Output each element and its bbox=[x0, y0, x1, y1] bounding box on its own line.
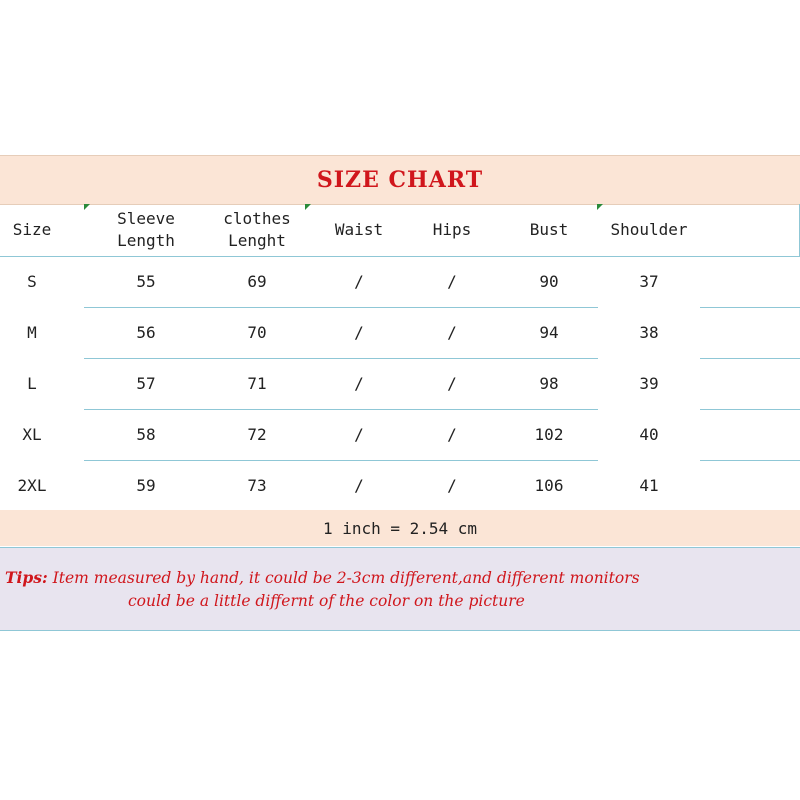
tips-line-2 bbox=[128, 592, 525, 610]
table-cell: 72 bbox=[247, 425, 267, 444]
column-header-line: clothes bbox=[223, 209, 291, 228]
table-cell: 59 bbox=[136, 476, 156, 495]
table-cell: 90 bbox=[539, 272, 559, 291]
table-row bbox=[0, 460, 800, 511]
table-cell: / bbox=[354, 323, 364, 342]
table-cell: / bbox=[354, 425, 364, 444]
conversion-note-band bbox=[0, 510, 800, 546]
table-row bbox=[0, 256, 800, 307]
column-header bbox=[13, 219, 52, 241]
conversion-note: 1 inch = 2.54 cm bbox=[322, 518, 478, 538]
column-header-line: Lenght bbox=[228, 231, 286, 250]
tips-band bbox=[0, 547, 800, 631]
tips-label: Tips: bbox=[5, 568, 48, 587]
column-header-line: Shoulder bbox=[610, 220, 688, 239]
table-cell: L bbox=[27, 374, 37, 393]
column-header-line: Hips bbox=[432, 220, 472, 239]
table-cell: / bbox=[354, 272, 364, 291]
table-cell: XL bbox=[22, 425, 42, 444]
table-cell: 57 bbox=[136, 374, 156, 393]
table-cell: 55 bbox=[136, 272, 156, 291]
column-header-line: Sleeve bbox=[117, 209, 175, 228]
column-header bbox=[335, 219, 383, 241]
table-cell: / bbox=[354, 374, 364, 393]
column-header bbox=[530, 219, 569, 241]
cell-corner-mark bbox=[84, 204, 90, 210]
tips-text-2: could be a little differnt of the color on the picture bbox=[128, 592, 525, 610]
table-cell: 2XL bbox=[17, 476, 47, 495]
tips-text-1: Item measured by hand, it could be 2-3cm different,and different monitors bbox=[52, 569, 640, 587]
column-header bbox=[610, 219, 687, 241]
table-row bbox=[0, 358, 800, 409]
table-cell: 73 bbox=[247, 476, 267, 495]
table-cell: 94 bbox=[539, 323, 559, 342]
table-cell: 38 bbox=[639, 323, 659, 342]
table-cell: / bbox=[447, 425, 457, 444]
table-header-row bbox=[0, 204, 800, 256]
table-cell: 40 bbox=[639, 425, 659, 444]
column-header bbox=[433, 219, 472, 241]
cell-corner-mark bbox=[305, 204, 311, 210]
table-cell: 41 bbox=[639, 476, 659, 495]
table-cell: 102 bbox=[534, 425, 564, 444]
table-cell: 69 bbox=[247, 272, 267, 291]
table-row bbox=[0, 409, 800, 460]
table-cell: / bbox=[447, 323, 457, 342]
tips-line-1 bbox=[5, 568, 640, 587]
column-header-line: Length bbox=[117, 231, 175, 250]
column-header-line: Bust bbox=[529, 220, 569, 239]
table-cell: S bbox=[27, 272, 37, 291]
column-header-line: Waist bbox=[334, 220, 384, 239]
table-cell: 56 bbox=[136, 323, 156, 342]
table-cell: 39 bbox=[639, 374, 659, 393]
table-cell: M bbox=[27, 323, 37, 342]
size-chart-title: SIZE CHART bbox=[316, 167, 484, 193]
cell-corner-mark bbox=[597, 204, 603, 210]
column-header bbox=[117, 208, 175, 252]
table-cell: 37 bbox=[639, 272, 659, 291]
table-cell: / bbox=[447, 374, 457, 393]
table-cell: / bbox=[354, 476, 364, 495]
column-header bbox=[223, 208, 290, 252]
table-cell: 58 bbox=[136, 425, 156, 444]
table-cell: / bbox=[447, 272, 457, 291]
table-row bbox=[0, 307, 800, 358]
column-header-line: Size bbox=[12, 220, 52, 239]
size-chart-title-band bbox=[0, 155, 800, 205]
table-cell: 70 bbox=[247, 323, 267, 342]
table-cell: 71 bbox=[247, 374, 267, 393]
table-cell: / bbox=[447, 476, 457, 495]
table-cell: 106 bbox=[534, 476, 564, 495]
table-cell: 98 bbox=[539, 374, 559, 393]
